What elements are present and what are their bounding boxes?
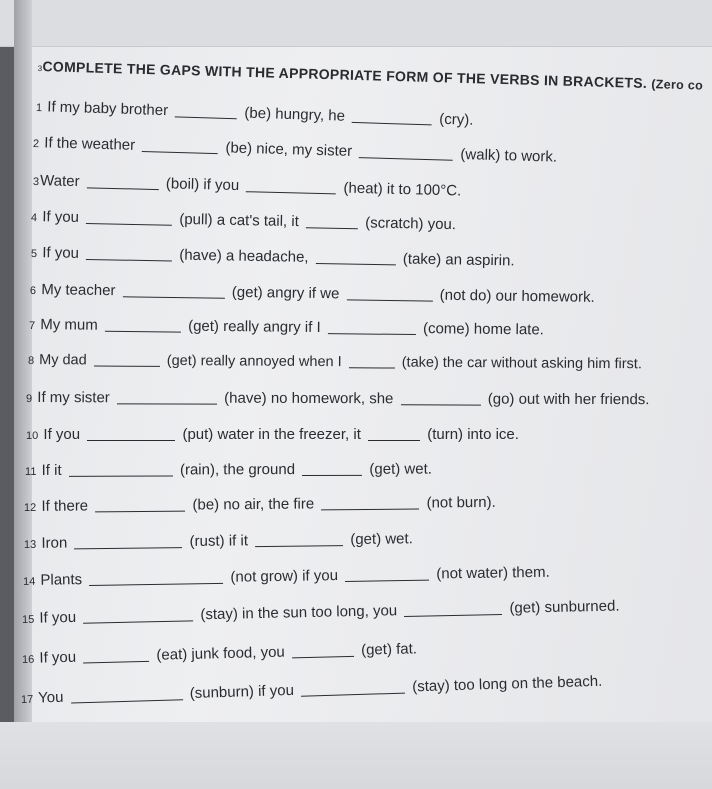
answer-blank[interactable]: [352, 121, 432, 126]
answer-blank[interactable]: [359, 156, 453, 161]
answer-blank[interactable]: [349, 366, 395, 368]
sentence-number: 4: [30, 212, 38, 225]
sentence-number: 5: [30, 248, 38, 261]
sentence-text: If you: [39, 648, 77, 667]
sentence-number: 16: [21, 653, 35, 666]
sentence-text: (be) nice, my sister: [225, 139, 353, 160]
sentence-text: (stay) in the sun too long, you: [200, 602, 398, 624]
answer-blank[interactable]: [94, 364, 160, 366]
answer-blank[interactable]: [401, 403, 481, 405]
answer-blank[interactable]: [117, 402, 217, 404]
answer-blank[interactable]: [321, 508, 419, 511]
sentence-text: (take) an aspirin.: [402, 250, 515, 270]
sentence-15: [22, 597, 620, 627]
sentence-number: 17: [20, 693, 34, 706]
sentence-14: [23, 564, 550, 589]
sentence-text: If the weather: [44, 134, 136, 154]
exercise-number: 3: [37, 63, 43, 74]
answer-blank[interactable]: [246, 190, 336, 194]
sentence-13: [24, 530, 413, 552]
answer-blank[interactable]: [301, 692, 405, 697]
sentence-11: [25, 461, 432, 479]
sentence-text: (take) the car without asking him first.: [401, 354, 642, 373]
sentence-number: 2: [32, 138, 40, 151]
sentence-5: [31, 244, 515, 269]
answer-blank[interactable]: [83, 660, 149, 664]
sentence-text: If there: [41, 497, 89, 515]
answer-blank[interactable]: [123, 295, 225, 298]
sentence-text: (not burn).: [426, 493, 496, 512]
sentence-text: (put) water in the freezer, it: [182, 426, 361, 443]
sentence-text: (pull) a cat's tail, it: [179, 210, 300, 231]
sentence-text: (get) really angry if I: [188, 317, 321, 337]
sentence-number: 11: [24, 465, 37, 478]
sentence-text: If it: [41, 461, 62, 479]
answer-blank[interactable]: [75, 546, 183, 549]
sentence-text: (not water) them.: [436, 563, 550, 583]
sentence-text: You: [37, 688, 64, 707]
sentence-text: (sunburn) if you: [189, 681, 295, 702]
sentence-text: If my baby brother: [47, 98, 169, 120]
answer-blank[interactable]: [87, 439, 175, 441]
sentence-text: If you: [42, 244, 80, 262]
answer-blank[interactable]: [345, 579, 429, 582]
answer-blank[interactable]: [316, 262, 396, 265]
sentence-number: 8: [27, 355, 35, 368]
exercise-title: [38, 58, 704, 93]
sentence-number: 12: [23, 501, 37, 514]
answer-blank[interactable]: [89, 582, 223, 586]
sentence-text: (turn) into ice.: [427, 426, 519, 443]
sentence-text: (get) sunburned.: [509, 597, 620, 617]
sentence-9: [26, 389, 650, 408]
sentence-text: If you: [43, 426, 81, 443]
answer-blank[interactable]: [255, 544, 343, 547]
exercise-instruction-suffix: (Zero co: [651, 77, 704, 93]
sentence-text: (eat) junk food, you: [156, 643, 286, 664]
answer-blank[interactable]: [368, 439, 420, 441]
sentence-text: (get) angry if we: [231, 283, 340, 303]
answer-blank[interactable]: [87, 186, 159, 190]
sentence-4: [31, 208, 456, 233]
answer-blank[interactable]: [69, 474, 173, 476]
answer-blank[interactable]: [142, 150, 218, 154]
sentence-17: [21, 673, 603, 707]
answer-blank[interactable]: [95, 510, 185, 513]
sentence-text: (boil) if you: [165, 175, 240, 195]
sentence-number: 13: [23, 538, 37, 551]
sentence-text: Iron: [41, 534, 68, 552]
answer-blank[interactable]: [292, 655, 354, 659]
answer-blank[interactable]: [302, 474, 362, 476]
sentence-10: [26, 426, 519, 443]
sentence-text: (have) a headache,: [179, 246, 309, 266]
sentence-text: (be) hungry, he: [244, 104, 346, 125]
sentence-text: (get) wet.: [350, 530, 413, 549]
sentence-text: (heat) it to 100°C.: [343, 179, 462, 200]
sentence-number: 15: [21, 613, 35, 626]
sentence-text: If my sister: [37, 389, 110, 407]
sentence-text: (be) no air, the fire: [192, 495, 315, 514]
answer-blank[interactable]: [175, 115, 237, 119]
sentence-2: [33, 134, 558, 166]
answer-blank[interactable]: [86, 258, 172, 262]
answer-blank[interactable]: [328, 332, 416, 335]
sentence-text: (have) no homework, she: [224, 389, 394, 408]
sentence-number: 14: [22, 575, 36, 588]
sentence-text: If you: [39, 608, 77, 627]
sentence-text: My teacher: [41, 281, 116, 300]
sentence-text: (get) really annoyed when I: [166, 352, 342, 371]
sentence-number: 1: [35, 102, 43, 115]
answer-blank[interactable]: [83, 619, 193, 623]
sentence-text: My mum: [40, 316, 98, 334]
sentence-text: (not do) our homework.: [439, 286, 595, 306]
sentence-7: [29, 316, 544, 338]
sentence-text: (scratch) you.: [365, 214, 457, 234]
sentence-number: 6: [29, 285, 37, 298]
sentence-text: (get) fat.: [360, 640, 418, 659]
sentence-number: 10: [26, 430, 39, 442]
exercise-instruction: COMPLETE THE GAPS WITH THE APPROPRIATE FORM OF THE VERBS IN BRACKETS.: [42, 58, 648, 92]
sentence-1: [36, 98, 474, 129]
sentence-text: If you: [42, 208, 80, 226]
sentence-text: (come) home late.: [422, 320, 544, 339]
sentence-text: (go) out with her friends.: [487, 390, 650, 409]
sentence-text: (cry).: [439, 110, 474, 129]
sentence-text: My dad: [39, 352, 87, 369]
sentence-3: [33, 172, 462, 199]
sentence-text: Water: [39, 172, 80, 191]
sentence-text: (rust) if it: [189, 532, 249, 550]
sentence-12: [24, 494, 496, 515]
sentence-text: (rain), the ground: [179, 461, 296, 479]
answer-blank[interactable]: [346, 298, 432, 301]
answer-blank[interactable]: [86, 222, 172, 226]
next-page-edge: [0, 722, 712, 789]
answer-blank[interactable]: [71, 698, 183, 703]
sentence-number: 9: [25, 393, 33, 406]
sentence-text: (get) wet.: [369, 460, 432, 478]
sentence-8: [28, 352, 642, 372]
sentence-6: [30, 281, 595, 306]
answer-blank[interactable]: [306, 226, 358, 229]
answer-blank[interactable]: [404, 613, 502, 617]
sentence-text: (stay) too long on the beach.: [411, 672, 603, 696]
sentence-16: [22, 640, 417, 667]
sentence-number: 3: [32, 176, 40, 189]
sentence-number: 7: [28, 320, 36, 333]
answer-blank[interactable]: [105, 330, 181, 333]
sentence-text: (walk) to work.: [460, 145, 558, 166]
sentence-text: Plants: [40, 571, 83, 589]
sentence-text: (not grow) if you: [230, 567, 339, 586]
